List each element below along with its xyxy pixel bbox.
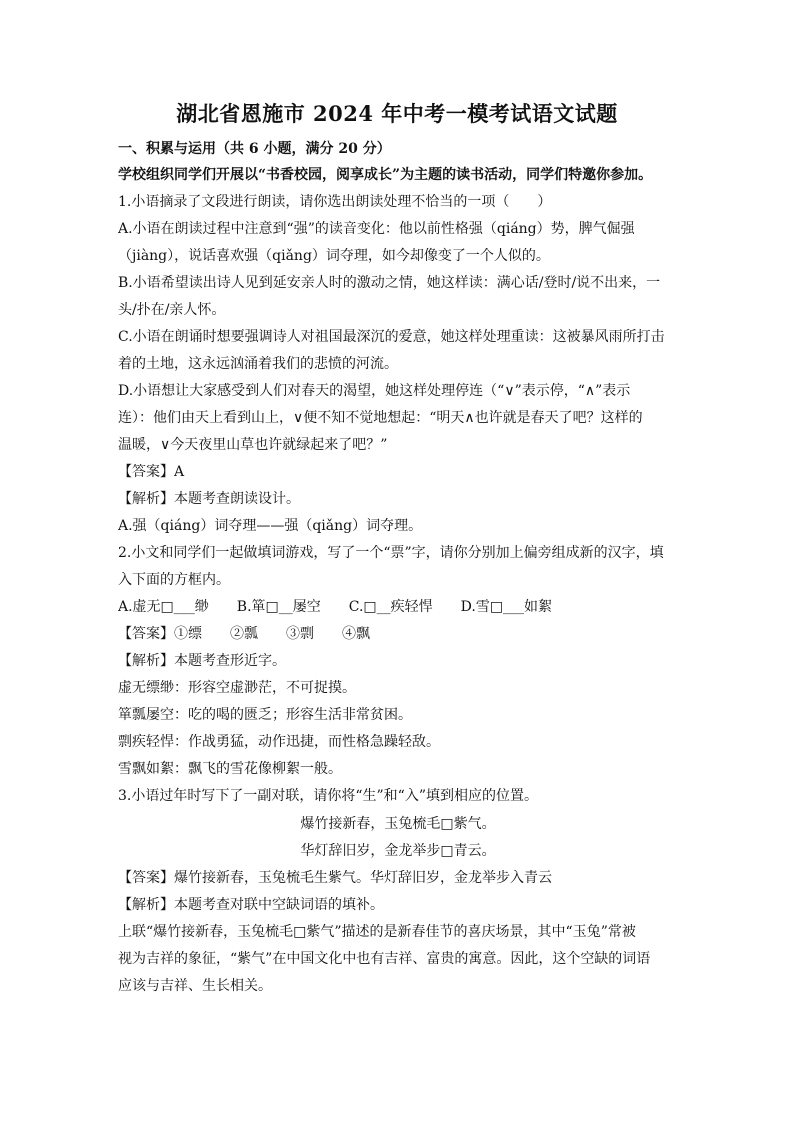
question-3: 3.小语过年时写下了一副对联，请你将“生”和“入”填到相应的位置。 — [118, 788, 538, 804]
analysis-1: 【解析】本题考查朗读设计。 — [118, 491, 300, 507]
section-heading: 一、积累与运用（共 6 小题，满分 20 分） — [118, 141, 391, 157]
option-b-line1: B.小语希望读出诗人见到延安亲人时的激动之情，她这样读：满心话/登时/说不出来，一 — [118, 275, 661, 291]
analysis-2-item4: 雪飘如絮：飘飞的雪花像柳絮一般。 — [118, 761, 342, 777]
analysis-2: 【解析】本题考查形近字。 — [118, 653, 286, 669]
option-c-line2: 着的土地，这永远汹涌着我们的悲愤的河流。 — [118, 356, 398, 372]
answer-1: 【答案】A — [118, 464, 185, 480]
option-a-line1: A.小语在朗读过程中注意到“强”的读音变化：他以前性格强（qiáng）势，脾气倔强 — [118, 221, 635, 237]
couplet-upper: 爆竹接新春，玉兔梳毛□紫气。 — [300, 816, 496, 832]
analysis-1-detail: A.强（qiáng）词夺理——强（qiǎng）词夺理。 — [118, 518, 423, 534]
question-2-line2: 入下面的方框内。 — [118, 572, 230, 588]
analysis-3-line1: 上联“爆竹接新春，玉兔梳毛□紫气”描述的是新春佳节的喜庆场景，其中“玉兔”常被 — [118, 924, 636, 940]
question-1: 1.小语摘录了文段进行朗读，请你选出朗读处理不恰当的一项（ ） — [118, 194, 552, 210]
option-a-line2: （jiàng），说话喜欢强（qiǎng）词夺理，如今却像变了一个人似的。 — [118, 248, 550, 264]
analysis-2-item1: 虚无缥缈：形容空虚渺茫，不可捉摸。 — [118, 680, 356, 696]
option-d-line2: 连）：他们由天上看到山上，∨便不知不觉地想起：“明天∧也许就是春天了吧？这样的 — [118, 410, 643, 426]
option-d-line3: 温暖，∨今天夜里山草也许就绿起来了吧？” — [118, 437, 388, 453]
question-2-line1: 2.小文和同学们一起做填词游戏，写了一个“票”字，请你分别加上偏旁组成新的汉字，填 — [118, 545, 664, 561]
answer-2: 【答案】①缥 ②瓢 ③剽 ④飘 — [118, 626, 370, 642]
analysis-2-item3: 剽疾轻悍：作战勇猛，动作迅捷，而性格急躁轻敌。 — [118, 734, 440, 750]
analysis-3-line2: 视为吉祥的象征，“紫气”在中国文化中也有吉祥、富贵的寓意。因此，这个空缺的词语 — [118, 951, 651, 967]
analysis-3: 【解析】本题考查对联中空缺词语的填补。 — [118, 897, 384, 913]
option-c-line1: C.小语在朗诵时想要强调诗人对祖国最深沉的爱意，她这样处理重读：这被暴风雨所打击 — [118, 329, 665, 345]
page-title: 湖北省恩施市 2024 年中考一模考试语文试题 — [176, 101, 618, 126]
answer-3: 【答案】爆竹接新春，玉兔梳毛生紫气。华灯辞旧岁，金龙举步入青云 — [118, 870, 552, 886]
activity-intro: 学校组织同学们开展以“书香校园，阅享成长”为主题的读书活动，同学们特邀你参加。 — [118, 167, 653, 183]
option-d-line1: D.小语想让大家感受到人们对春天的渴望，她这样处理停连（“∨”表示停，“∧”表示 — [118, 383, 631, 399]
analysis-2-item2: 箪瓢屡空：吃的喝的匮乏；形容生活非常贫困。 — [118, 707, 412, 723]
analysis-3-line3: 应该与吉祥、生长相关。 — [118, 978, 272, 994]
option-b-line2: 头/扑在/亲人怀。 — [118, 302, 226, 318]
couplet-lower: 华灯辞旧岁，金龙举步□青云。 — [300, 843, 496, 859]
question-2-options: A.虚无□___缈 B.箪□__屡空 C.□__疾轻悍 D.雪□___如絮 — [118, 599, 553, 615]
